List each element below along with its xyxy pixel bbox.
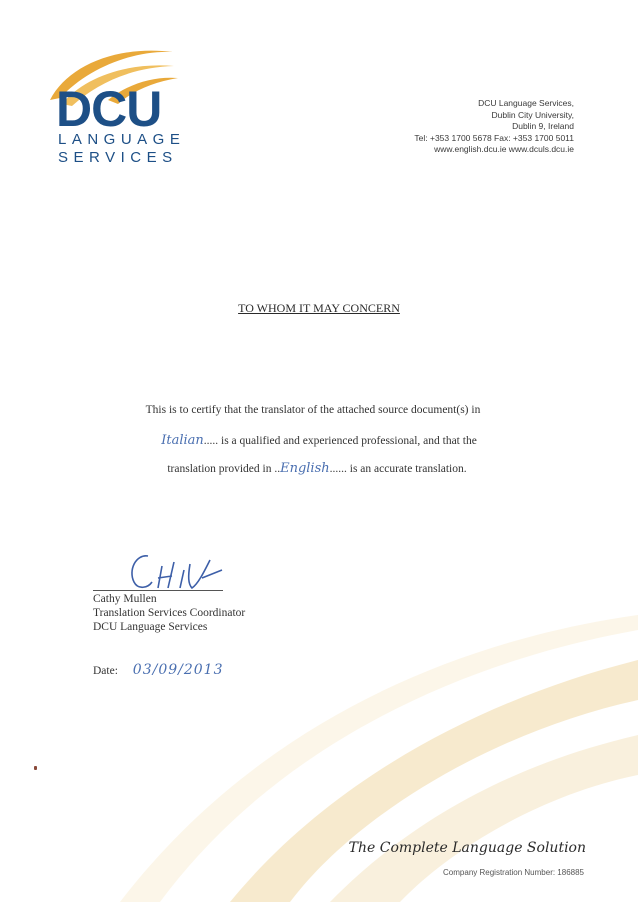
logo-language-text: LANGUAGE xyxy=(58,131,186,148)
scan-speck xyxy=(34,766,37,770)
certification-line-1: This is to certify that the translator of the attached source document(s) in xyxy=(145,404,481,416)
tagline: The Complete Language Solution xyxy=(348,840,586,856)
address-contact: Tel: +353 1700 5678 Fax: +353 1700 5011 xyxy=(414,132,574,143)
logo-services-text: SERVICES xyxy=(58,149,178,166)
address-web: www.english.dcu.ie www.dculs.dcu.ie xyxy=(434,144,574,154)
target-language-handwritten: English xyxy=(280,461,330,476)
certification-line-2-text: is a qualified and experienced professional, and that the xyxy=(218,435,477,447)
certification-line-2 xyxy=(0,433,638,448)
certification-line-3-start: translation provided in .. xyxy=(167,463,281,475)
address-line: DCU Language Services, xyxy=(478,98,574,108)
address-block xyxy=(414,98,574,156)
address-line: Dublin City University, xyxy=(491,109,574,120)
page-title: TO WHOM IT MAY CONCERN xyxy=(238,301,400,315)
source-language-handwritten: Italian xyxy=(161,433,204,448)
dots: ..... xyxy=(203,435,219,447)
logo-dcu-text: DCU xyxy=(56,81,162,137)
signatory-block xyxy=(93,592,245,634)
signatory-organization: DCU Language Services xyxy=(93,621,208,633)
company-registration: Company Registration Number: 186885 xyxy=(443,868,584,877)
date-value-handwritten: 03/09/2013 xyxy=(132,662,224,678)
signatory-title: Translation Services Coordinator xyxy=(93,607,246,619)
signatory-name: Cathy Mullen xyxy=(93,593,157,605)
signature-line xyxy=(93,590,223,591)
certification-line-3 xyxy=(0,461,636,476)
certification-line-3-end: ...... is an accurate translation. xyxy=(329,463,467,475)
dcu-logo xyxy=(48,40,188,165)
address-line: Dublin 9, Ireland xyxy=(512,121,574,131)
date-label: Date: xyxy=(93,665,118,677)
handwritten-signature xyxy=(118,548,228,596)
date-row xyxy=(93,662,223,678)
